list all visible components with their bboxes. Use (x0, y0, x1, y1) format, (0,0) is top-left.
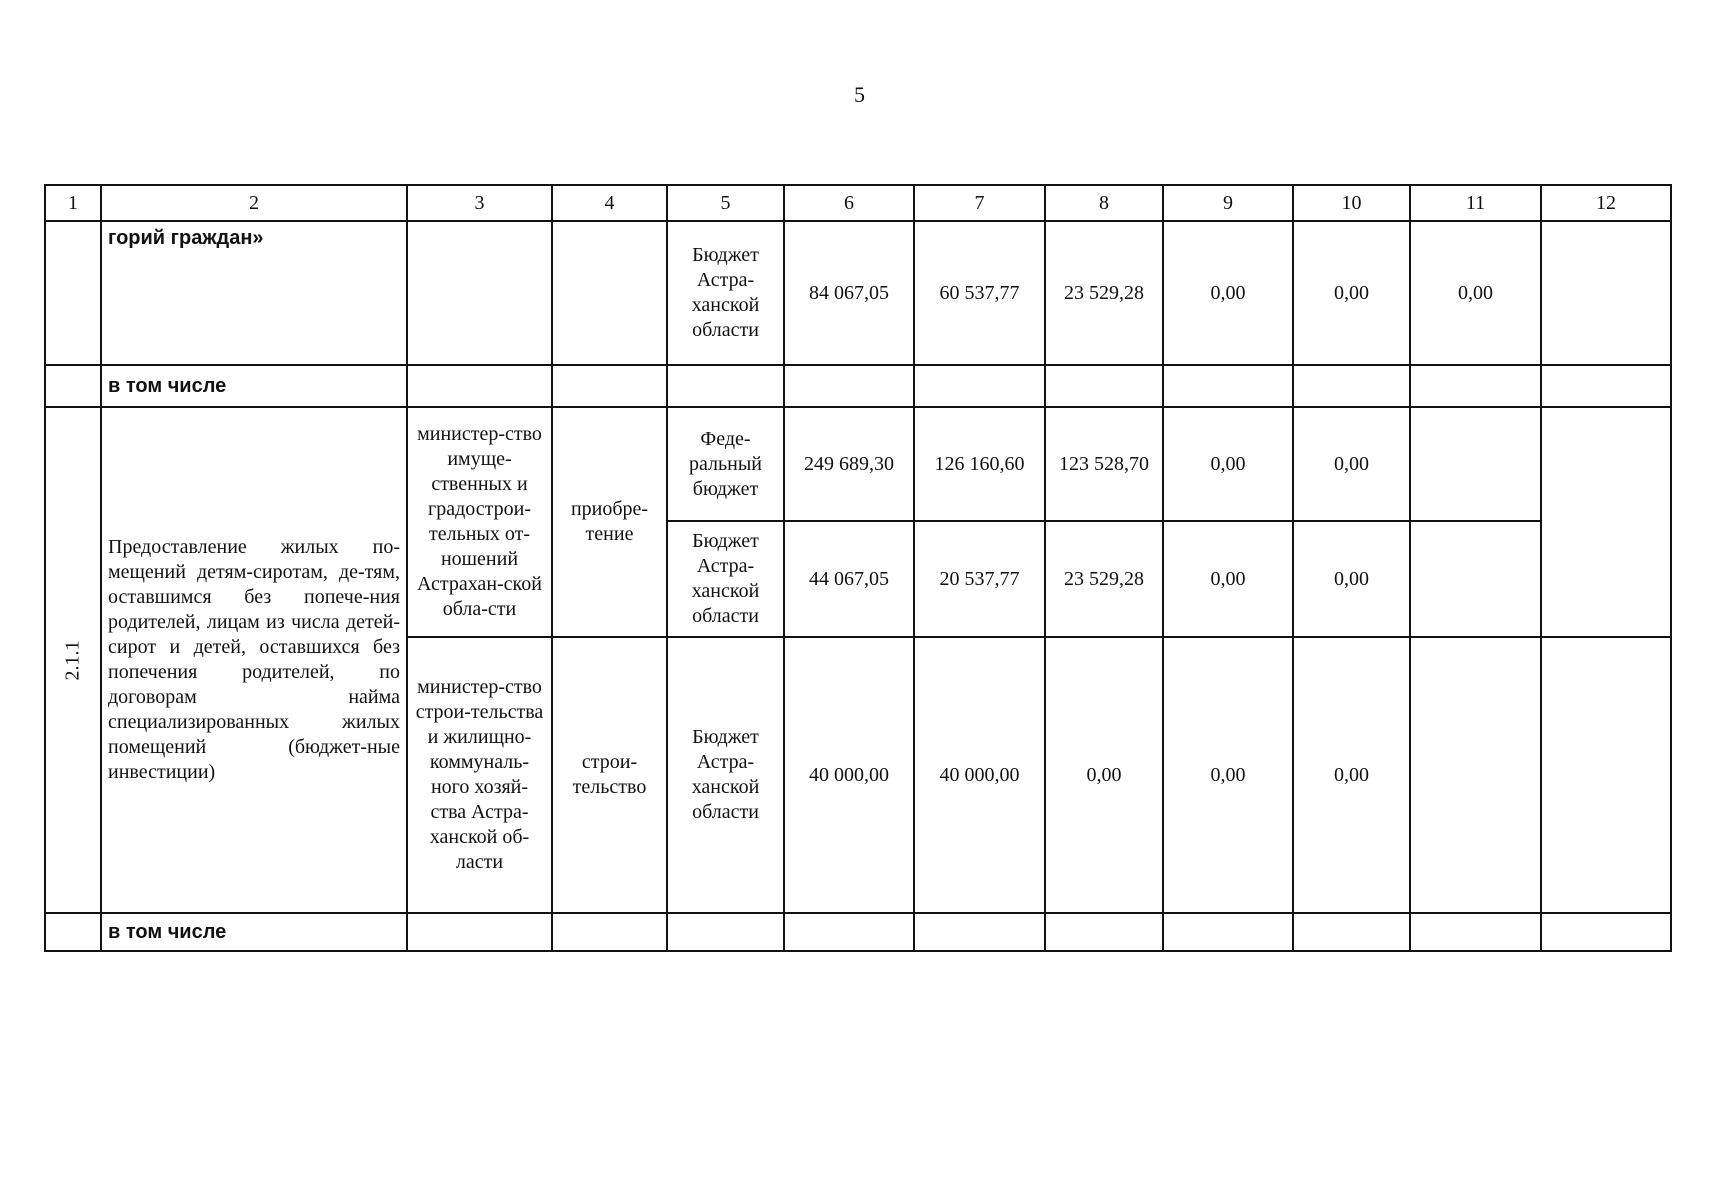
cell-empty (45, 365, 101, 407)
column-number: 6 (784, 185, 914, 221)
value-cell: 126 160,60 (914, 407, 1045, 521)
work-type: строи-тельство (552, 637, 667, 913)
cell-empty (1163, 913, 1293, 951)
funding-source: Бюджет Астра-ханской области (667, 521, 784, 637)
column-number: 5 (667, 185, 784, 221)
value-cell: 20 537,77 (914, 521, 1045, 637)
value-cell: 0,00 (1163, 637, 1293, 913)
executor: министер-ство строи-тельства и жилищно-коммуналь-ного хозяй-ства Астра-ханской об-ласти (407, 637, 552, 913)
cell-empty (1293, 913, 1410, 951)
column-number: 4 (552, 185, 667, 221)
cell-empty (1045, 365, 1163, 407)
value-cell: 0,00 (1163, 221, 1293, 365)
column-number: 7 (914, 185, 1045, 221)
cell-empty (1410, 521, 1541, 637)
cell-empty (1541, 407, 1671, 637)
cell-empty (914, 365, 1045, 407)
including-row (45, 365, 1671, 407)
work-type: приобре-тение (552, 407, 667, 637)
cell-empty (552, 221, 667, 365)
cell-empty (552, 913, 667, 951)
value-cell: 44 067,05 (784, 521, 914, 637)
cell-empty (1541, 221, 1671, 365)
cell-empty (407, 913, 552, 951)
value-cell: 0,00 (1293, 407, 1410, 521)
value-cell: 0,00 (1045, 637, 1163, 913)
page-number: 5 (854, 82, 865, 107)
value-cell: 60 537,77 (914, 221, 1045, 365)
cell-empty (784, 913, 914, 951)
cell-empty (1410, 637, 1541, 913)
item-number: 2.1.1 (61, 640, 84, 680)
value-cell: 249 689,30 (784, 407, 914, 521)
value-cell: 0,00 (1163, 407, 1293, 521)
cell-empty (1410, 365, 1541, 407)
cell-empty (1410, 913, 1541, 951)
cell-empty (1541, 365, 1671, 407)
cell-empty (1410, 407, 1541, 521)
value-cell: 23 529,28 (1045, 521, 1163, 637)
item-row-federal (45, 407, 1671, 521)
budget-table (44, 184, 1672, 952)
column-number: 12 (1541, 185, 1671, 221)
funding-source: Бюджет Астра-ханской области (667, 637, 784, 913)
cell-empty (1163, 365, 1293, 407)
executor: министер-ство имуще-ственных и градострои-тельных от-ношений Астрахан-ской обла-сти (407, 407, 552, 637)
value-cell: 0,00 (1410, 221, 1541, 365)
cell-empty (784, 365, 914, 407)
column-number: 11 (1410, 185, 1541, 221)
item-number-cell (45, 407, 101, 913)
cell-empty (1541, 637, 1671, 913)
column-number: 9 (1163, 185, 1293, 221)
including-row (45, 913, 1671, 951)
column-number: 10 (1293, 185, 1410, 221)
including-label: в том числе (101, 913, 407, 951)
continuation-row (45, 221, 1671, 365)
column-number: 8 (1045, 185, 1163, 221)
cell-empty (1541, 913, 1671, 951)
value-cell: 23 529,28 (1045, 221, 1163, 365)
including-label: в том числе (101, 365, 407, 407)
cell-empty (667, 365, 784, 407)
column-number: 3 (407, 185, 552, 221)
value-cell: 0,00 (1293, 221, 1410, 365)
value-cell: 123 528,70 (1045, 407, 1163, 521)
value-cell: 0,00 (1293, 521, 1410, 637)
cell-empty (45, 221, 101, 365)
value-cell: 40 000,00 (784, 637, 914, 913)
cell-empty (1045, 913, 1163, 951)
funding-source: Бюджет Астра-ханской области (667, 221, 784, 365)
column-number: 2 (101, 185, 407, 221)
cell-empty (407, 365, 552, 407)
value-cell: 84 067,05 (784, 221, 914, 365)
value-cell: 40 000,00 (914, 637, 1045, 913)
cell-empty (407, 221, 552, 365)
continuation-name: горий граждан» (101, 221, 407, 365)
value-cell: 0,00 (1163, 521, 1293, 637)
cell-empty (914, 913, 1045, 951)
cell-empty (552, 365, 667, 407)
item-name: Предоставление жилых по-мещений детям-сиротам, де-тям, оставшимся без попече-ния родителей, лицам из числа детей-сирот и детей, оставшихся без попечения родителей, по договорам найма специализированных жилых помещений (бюджет-ные инвестиции) (101, 407, 407, 913)
cell-empty (45, 913, 101, 951)
cell-empty (1293, 365, 1410, 407)
cell-empty (667, 913, 784, 951)
column-number: 1 (45, 185, 101, 221)
funding-source: Феде-ральный бюджет (667, 407, 784, 521)
value-cell: 0,00 (1293, 637, 1410, 913)
column-number-row (45, 185, 1671, 221)
